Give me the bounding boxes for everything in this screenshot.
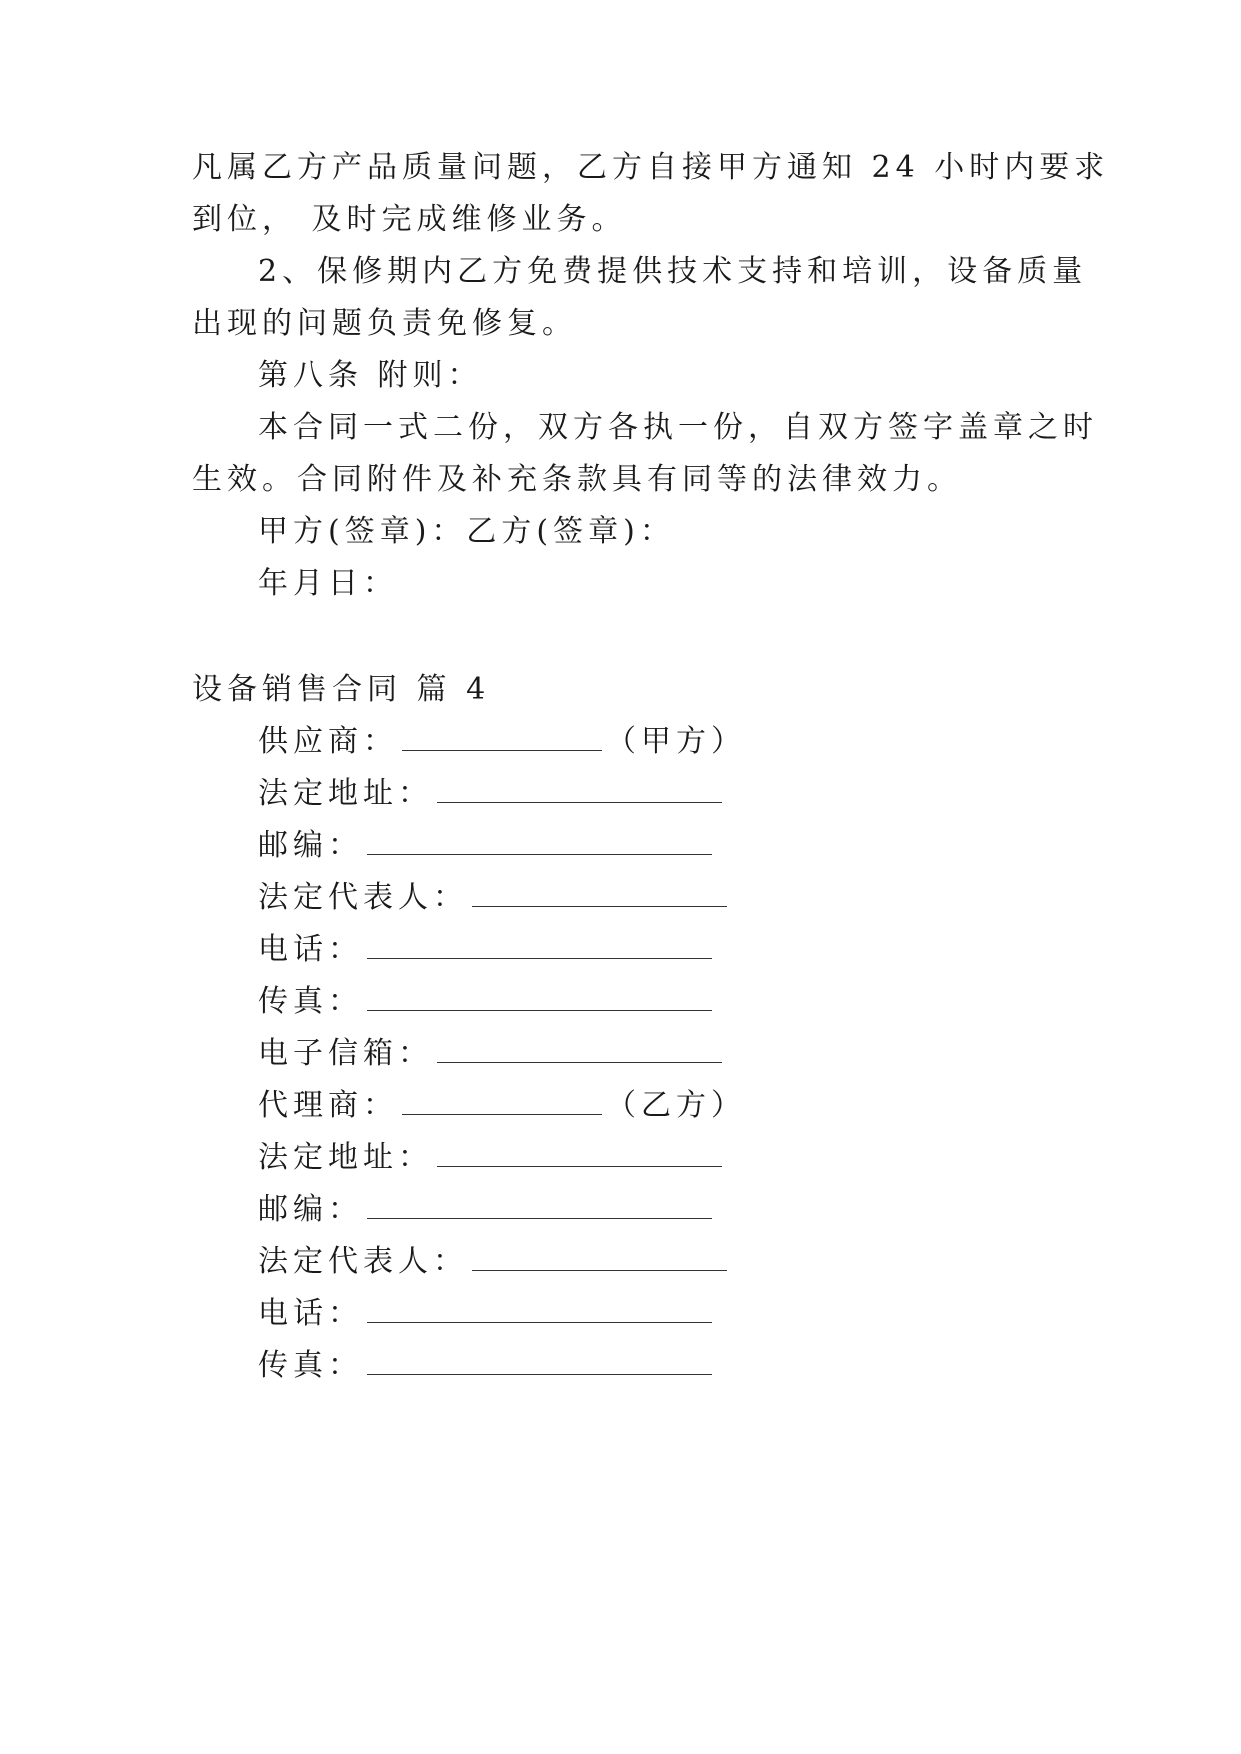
fax-label: 传真： — [258, 1348, 363, 1383]
phone-blank[interactable] — [367, 1294, 712, 1323]
representative-blank[interactable] — [472, 1242, 727, 1271]
paragraph-line: 出现的问题负责免修复。 — [192, 306, 577, 341]
address-label: 法定地址： — [258, 1140, 433, 1175]
email-blank[interactable] — [437, 1034, 722, 1063]
agent-field — [258, 1086, 746, 1126]
phone-label: 电话： — [258, 932, 363, 967]
fax-blank[interactable] — [367, 982, 712, 1011]
phone-label: 电话： — [258, 1296, 363, 1331]
address-blank[interactable] — [437, 774, 722, 803]
postcode-label: 邮编： — [258, 828, 363, 863]
phone-field — [258, 1294, 716, 1334]
postcode-blank[interactable] — [367, 1190, 712, 1219]
agent-suffix: （乙方） — [606, 1088, 746, 1123]
address-field — [258, 1138, 726, 1178]
paragraph-line: 2、保修期内乙方免费提供技术支持和培训，设备质量 — [258, 254, 1088, 289]
paragraph-line: 生效。合同附件及补充条款具有同等的法律效力。 — [192, 462, 962, 497]
phone-field — [258, 930, 716, 970]
date-line: 年月日： — [258, 566, 398, 601]
fax-label: 传真： — [258, 984, 363, 1019]
supplier-suffix: （甲方） — [606, 724, 746, 759]
signature-line: 甲方(签章)：乙方(签章)： — [258, 514, 675, 549]
postcode-blank[interactable] — [367, 826, 712, 855]
supplier-field — [258, 722, 746, 762]
email-label: 电子信箱： — [258, 1036, 433, 1071]
postcode-field — [258, 826, 716, 866]
address-label: 法定地址： — [258, 776, 433, 811]
supplier-label: 供应商： — [258, 724, 398, 759]
paragraph-line: 到位， 及时完成维修业务。 — [192, 202, 627, 237]
supplier-blank[interactable] — [402, 722, 602, 751]
representative-label: 法定代表人： — [258, 1244, 468, 1279]
phone-blank[interactable] — [367, 930, 712, 959]
address-blank[interactable] — [437, 1138, 722, 1167]
agent-blank[interactable] — [402, 1086, 602, 1115]
address-field — [258, 774, 726, 814]
fax-field — [258, 982, 716, 1022]
fax-field — [258, 1346, 716, 1386]
section-title: 设备销售合同 篇 4 — [192, 672, 491, 707]
paragraph-line: 本合同一式二份，双方各执一份，自双方签字盖章之时 — [258, 410, 1098, 445]
representative-blank[interactable] — [472, 878, 727, 907]
paragraph-line: 凡属乙方产品质量问题，乙方自接甲方通知 24 小时内要求 — [192, 150, 1110, 185]
postcode-label: 邮编： — [258, 1192, 363, 1227]
agent-label: 代理商： — [258, 1088, 398, 1123]
article-heading: 第八条 附则： — [258, 358, 483, 393]
fax-blank[interactable] — [367, 1346, 712, 1375]
representative-label: 法定代表人： — [258, 880, 468, 915]
representative-field — [258, 878, 731, 918]
postcode-field — [258, 1190, 716, 1230]
email-field — [258, 1034, 726, 1074]
representative-field — [258, 1242, 731, 1282]
